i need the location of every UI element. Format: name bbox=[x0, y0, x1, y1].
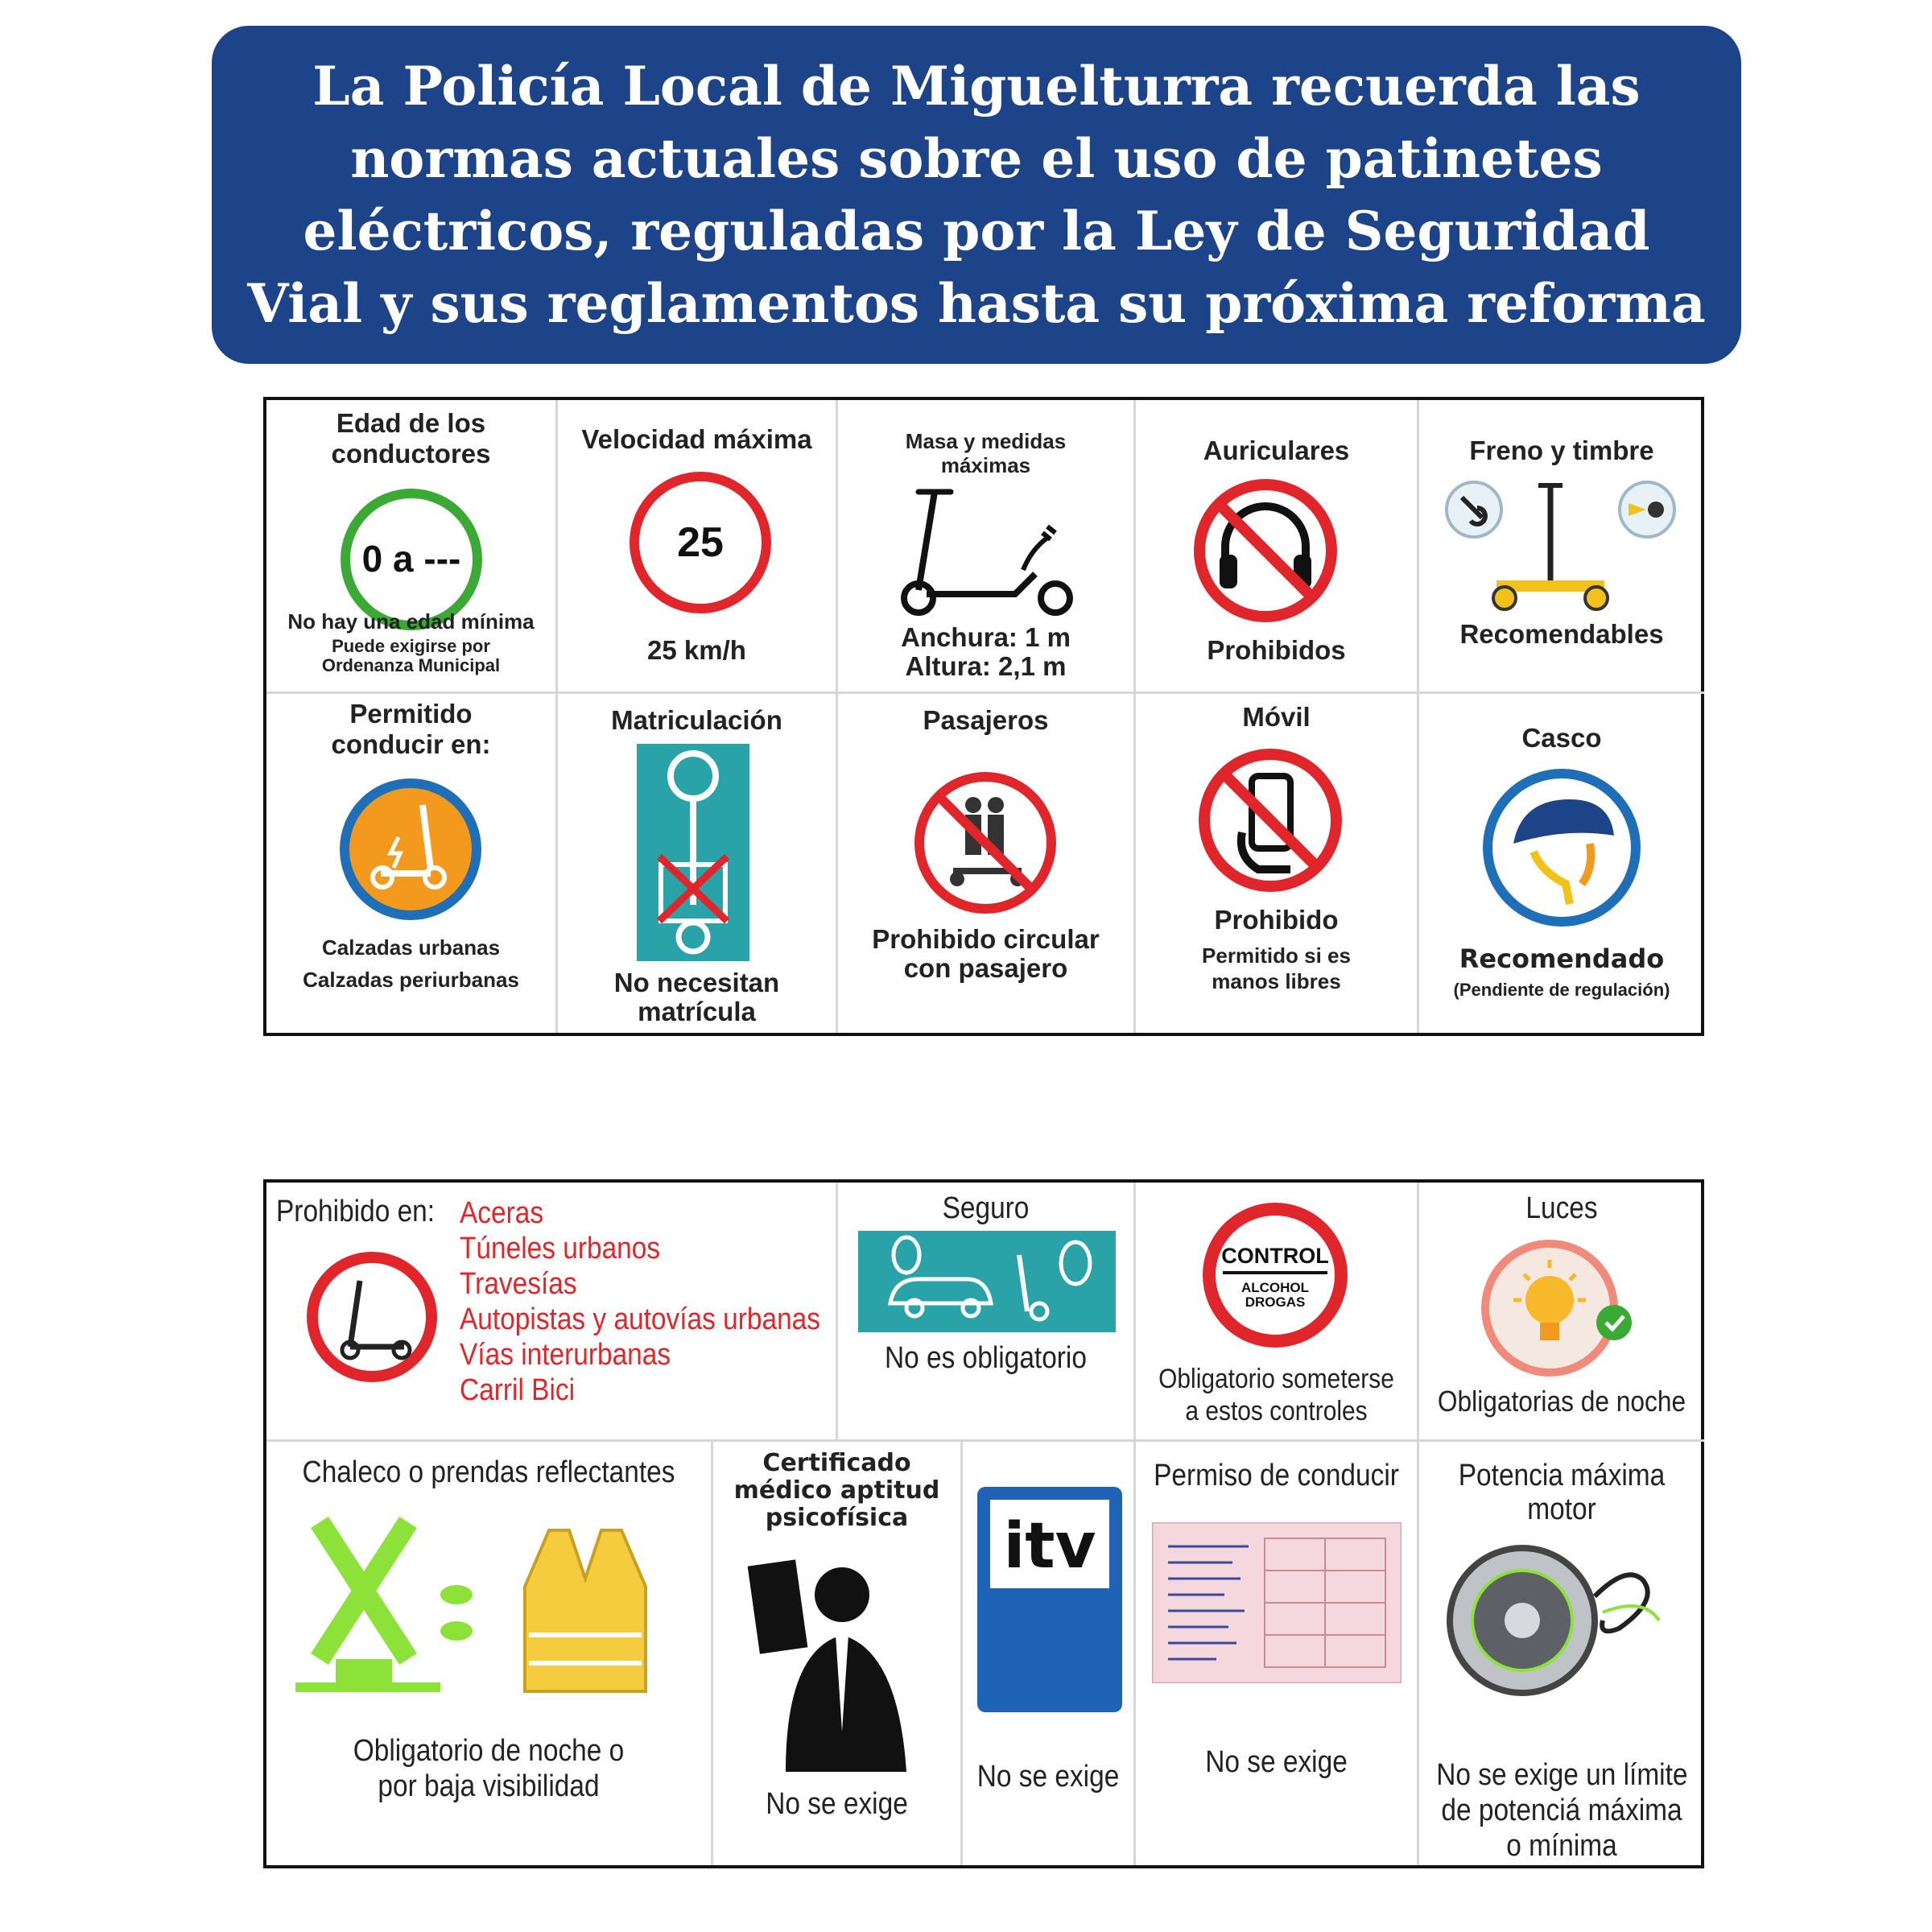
itv-text: No se exige bbox=[976, 1760, 1120, 1794]
itv-sign-text: itv bbox=[1003, 1510, 1096, 1583]
itv-sign-icon bbox=[977, 1487, 1122, 1712]
reflective-vest-icon bbox=[287, 1514, 690, 1715]
cell-certificado bbox=[713, 1442, 963, 1865]
cell-auriculares bbox=[1136, 400, 1419, 694]
cell-seguro bbox=[838, 1183, 1136, 1442]
edad-note-2: Ordenanza Municipal bbox=[321, 655, 501, 675]
prohibited-place: Aceras bbox=[460, 1196, 544, 1230]
seguro-text: No es obligatorio bbox=[885, 1341, 1087, 1375]
matricula-text-2: matrícula bbox=[638, 997, 756, 1026]
brake-bell-icon bbox=[1442, 477, 1683, 614]
casco-note: (Pendiente de regulación) bbox=[1453, 980, 1670, 1000]
cell-prohibido-en bbox=[266, 1183, 838, 1442]
cell-movil bbox=[1136, 694, 1419, 1033]
helmet-icon bbox=[1477, 763, 1646, 932]
casco-title: Casco bbox=[1521, 723, 1602, 753]
no-phone-icon bbox=[1194, 744, 1347, 897]
potencia-text-1: No se exige un límite bbox=[1436, 1758, 1688, 1792]
masa-ancho: Anchura: 1 m bbox=[901, 622, 1071, 652]
cell-masa bbox=[838, 400, 1136, 694]
cell-casco bbox=[1419, 694, 1704, 1033]
cell-permitido bbox=[266, 694, 558, 1033]
permitido-line-2: Calzadas periurbanas bbox=[303, 968, 519, 992]
speed-limit-icon bbox=[624, 466, 777, 619]
permiso-text: No se exige bbox=[1205, 1745, 1348, 1779]
rules-panel-bottom bbox=[263, 1179, 1704, 1868]
prohibited-place: Autopistas y autovías urbanas bbox=[460, 1302, 821, 1336]
edad-note-1: Puede exigirse por bbox=[332, 636, 490, 656]
no-passenger-icon bbox=[909, 766, 1062, 919]
lights-icon bbox=[1477, 1236, 1638, 1381]
prohibited-place: Carril Bici bbox=[460, 1373, 576, 1407]
luces-title: Luces bbox=[1525, 1191, 1598, 1225]
rules-panel-top bbox=[263, 397, 1704, 1036]
no-scooter-icon bbox=[303, 1249, 440, 1385]
page-title: La Policía Local de Miguelturra recuerda las normas actuales sobre el uso de patinetes eléctricos, reguladas por la Ley de Seguridad Vial y sus reglamentos hasta su próxima reforma bbox=[247, 55, 1706, 335]
pasajeros-text-2: con pasajero bbox=[903, 953, 1068, 983]
no-license-plate-icon bbox=[637, 744, 749, 961]
control-text-2: a estos controles bbox=[1185, 1396, 1368, 1426]
certificado-text: No se exige bbox=[766, 1787, 908, 1821]
certificado-title-1: Certificado bbox=[762, 1449, 911, 1477]
prohibited-place: Túneles urbanos bbox=[460, 1232, 661, 1265]
masa-alto: Altura: 2,1 m bbox=[905, 651, 1067, 681]
permitido-title-1: Permitido bbox=[349, 699, 473, 729]
certificado-title-2: médico aptitud bbox=[733, 1476, 940, 1505]
scooter-dimensions-icon bbox=[894, 485, 1080, 622]
movil-title: Móvil bbox=[1242, 702, 1311, 732]
matricula-text-1: No necesitan bbox=[613, 968, 780, 997]
potencia-text-3: o mínima bbox=[1506, 1829, 1617, 1863]
prohibited-places bbox=[460, 1195, 838, 1408]
movil-note-1: Permitido si es bbox=[1202, 943, 1351, 968]
freno-title: Freno y timbre bbox=[1469, 436, 1654, 465]
potencia-text-2: de potenciá máxima bbox=[1441, 1794, 1682, 1827]
movil-text: Prohibido bbox=[1214, 905, 1339, 935]
matricula-title: Matriculación bbox=[611, 705, 782, 735]
edad-text: No hay una edad mínima bbox=[287, 609, 535, 634]
pasajeros-text-1: Prohibido circular bbox=[872, 924, 1100, 954]
auriculares-text: Prohibidos bbox=[1207, 635, 1346, 665]
alcohol-drugs-control-icon bbox=[1199, 1199, 1352, 1352]
cell-freno bbox=[1419, 400, 1704, 694]
cell-potencia bbox=[1419, 1442, 1704, 1865]
velocidad-title: Velocidad máxima bbox=[581, 424, 812, 454]
age-sign-text: 0 a --- bbox=[361, 538, 461, 580]
control-sign-text-2: ALCOHOL bbox=[1241, 1280, 1310, 1295]
permitido-line-1: Calzadas urbanas bbox=[321, 935, 501, 960]
auriculares-title: Auriculares bbox=[1203, 436, 1350, 465]
velocidad-text: 25 km/h bbox=[647, 635, 746, 665]
cell-chaleco bbox=[266, 1442, 713, 1865]
cell-edad bbox=[266, 400, 558, 694]
cell-itv bbox=[963, 1442, 1136, 1865]
cell-matricula bbox=[558, 694, 838, 1033]
prohibited-place: Vías interurbanas bbox=[460, 1338, 671, 1372]
speed-sign-text: 25 bbox=[677, 519, 724, 566]
luces-text: Obligatorias de noche bbox=[1437, 1385, 1686, 1418]
masa-title-1: Masa y medidas bbox=[905, 429, 1067, 453]
cell-control bbox=[1136, 1183, 1419, 1442]
permiso-title: Permiso de conducir bbox=[1154, 1459, 1399, 1492]
masa-title-2: máximas bbox=[940, 453, 1031, 477]
chaleco-text-2: por baja visibilidad bbox=[378, 1769, 600, 1803]
doctor-icon bbox=[745, 1546, 923, 1772]
potencia-title-2: motor bbox=[1527, 1492, 1596, 1526]
no-headphones-icon bbox=[1189, 474, 1342, 627]
scooter-allowed-icon bbox=[334, 773, 487, 926]
movil-note-2: manos libres bbox=[1212, 969, 1341, 993]
chaleco-title: Chaleco o prendas reflectantes bbox=[302, 1455, 675, 1489]
prohibido-title: Prohibido en: bbox=[276, 1195, 436, 1228]
insurance-accident-icon bbox=[858, 1231, 1116, 1332]
title-banner bbox=[212, 26, 1741, 364]
permitido-title-2: conducir en: bbox=[331, 729, 491, 759]
motor-icon bbox=[1442, 1540, 1683, 1701]
certificado-title-3: psicofísica bbox=[765, 1504, 909, 1532]
control-text-1: Obligatorio someterse bbox=[1158, 1364, 1394, 1394]
cell-permiso bbox=[1136, 1442, 1419, 1865]
freno-text: Recomendables bbox=[1459, 619, 1664, 649]
seguro-title: Seguro bbox=[942, 1191, 1030, 1225]
control-sign-text-3: DROGAS bbox=[1245, 1294, 1306, 1310]
driving-license-icon bbox=[1152, 1522, 1402, 1683]
casco-text: Recomendado bbox=[1459, 943, 1665, 974]
cell-luces bbox=[1419, 1183, 1704, 1442]
control-sign-text-1: CONTROL bbox=[1221, 1244, 1329, 1268]
cell-pasajeros bbox=[838, 694, 1136, 1033]
prohibited-place: Travesías bbox=[460, 1267, 577, 1301]
chaleco-text-1: Obligatorio de noche o bbox=[353, 1734, 625, 1768]
cell-velocidad bbox=[558, 400, 838, 694]
pasajeros-title: Pasajeros bbox=[923, 705, 1049, 735]
edad-title: Edad de los conductores bbox=[331, 408, 491, 469]
potencia-title-1: Potencia máxima bbox=[1458, 1459, 1666, 1492]
